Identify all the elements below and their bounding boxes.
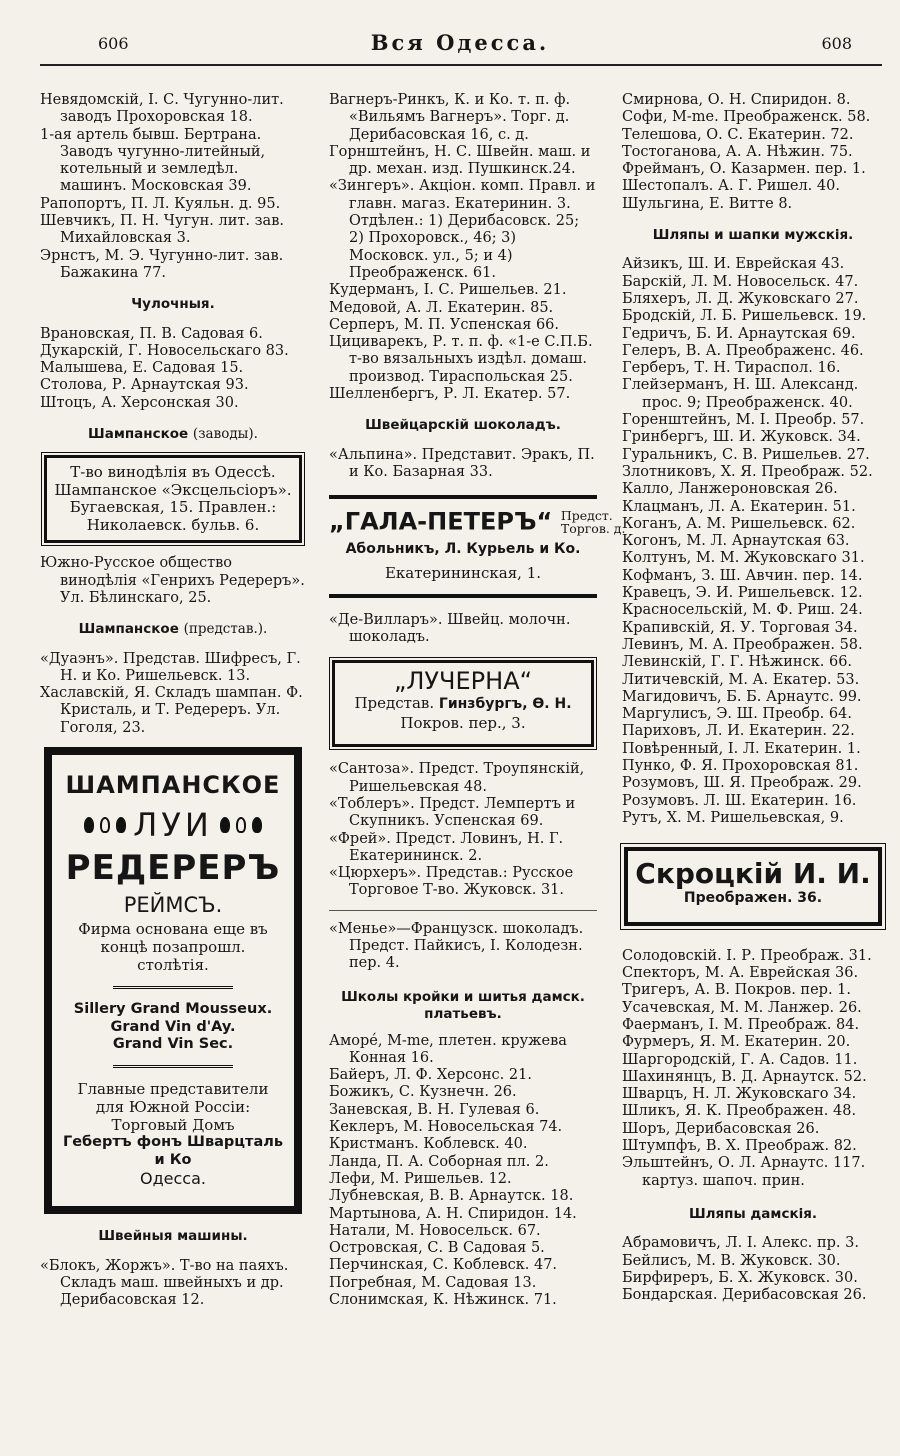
list-item: «Тоблеръ». Предст. Лемпертъ и Скупникъ. Успенская 69. [329, 795, 576, 830]
swiss-chocolate-list [329, 761, 597, 899]
sewing-list [329, 92, 597, 403]
directory-title: Вся Одесса. [370, 30, 550, 55]
sewing-schools-list [329, 1033, 597, 1310]
tulip-ornament-icon [220, 817, 230, 833]
mens-hats-list [622, 256, 884, 827]
list-item: Погребная, М. Садовая 13. [329, 1274, 537, 1291]
list-item: Островская, С. В Садовая 5. [329, 1240, 545, 1257]
list-item: Серперъ, М. П. Успенская 66. [329, 316, 560, 333]
list-item: Мартынова, А. Н. Спиридон. 14. [329, 1205, 577, 1222]
ad-founded: Фирма основана еще въ концѣ позапрошл. столѣтія. [78, 920, 268, 975]
section-heading-champagne-reps [40, 621, 306, 638]
list-item: Солодовскій. I. Р. Преображ. 31. [622, 947, 872, 964]
list-item: Пунко, Ф. Я. Прохоровская 81. [622, 757, 859, 774]
list-item: Медовой, А. Л. Екатерин. 85. [329, 299, 554, 316]
list-item: Рапопортъ, П. Л. Куяльн. д. 95. [40, 195, 281, 212]
list-item: «Де-Вилларъ». Швейц. молочн. шоколадъ. [329, 611, 571, 646]
list-item: Аморé, M-me, плетен. кружева Конная 16. [329, 1032, 567, 1066]
column-left [40, 92, 306, 1310]
list-item: Бродскій, Л. Б. Ришельевск. 19. [622, 308, 867, 325]
list-item: Заневская, В. Н. Гулевая 6. [329, 1101, 540, 1118]
list-item: Вагнеръ-Ринкъ, К. и Ко. т. п. ф. «Вильямъ Вагнеръ». Торг. д. Дерибасовская 16, с. д. [329, 92, 571, 143]
list-item: Гелеръ, В. А. Преображенс. 46. [622, 342, 864, 359]
ad-line: Николаевск. бульв. 6. [86, 515, 260, 534]
list-item: Гринбергъ, Ш. И. Жуковск. 34. [622, 429, 861, 446]
list-item: Лубневская, В. В. Арнаутск. 18. [329, 1188, 574, 1205]
list-item: Глейзерманъ, Н. Ш. Александ. прос. 9; Преображенск. 40. [622, 377, 859, 411]
ad-skrotsky-name: Скроцкій И. И. [635, 857, 871, 891]
ad-divider [113, 986, 233, 989]
list-item: Спекторъ, М. А. Еврейская 36. [622, 965, 859, 982]
ad-gala-peter [329, 499, 626, 594]
ad-gala-title-row [329, 507, 626, 537]
list-item: «Фрей». Предст. Ловинъ, Н. Г. Екатерининск. 2. [329, 830, 564, 864]
list-item: Шликъ, Я. К. Преображен. 48. [622, 1103, 857, 1120]
list-item: Шелленбергъ, Р. Л. Екатер. 57. [329, 386, 571, 403]
list-item: Бондарская. Дерибасовская 26. [622, 1287, 867, 1304]
list-item: Телешова, О. С. Екатерин. 72. [622, 126, 854, 143]
list-item: Абрамовичъ, Л. I. Алекс. пр. 3. [622, 1235, 859, 1252]
list-item: Штумпфъ, В. Х. Преображ. 82. [622, 1138, 857, 1155]
list-item: Герберъ, Т. Н. Тираспол. 16. [622, 360, 841, 377]
ad-brand-row [58, 806, 288, 844]
column-middle [329, 92, 626, 1309]
ad-wine: Grand Vin d'Ay. [110, 1018, 236, 1035]
ad-reps: Главные представители для Южной Россіи: [77, 1080, 269, 1117]
list-item: Гуральникъ, С. В. Ришельев. 27. [622, 446, 870, 463]
list-item: Шахинянцъ, В. Д. Арнаутск. 52. [622, 1068, 867, 1085]
list-item: Шевчикъ, П. Н. Чугун. лит. зав. Михайловская 3. [40, 213, 284, 247]
list-item: Розумовъ, Ш. Я. Преображ. 29. [622, 775, 862, 792]
list-item: Невядомскій, I. С. Чугунно-лит. заводъ Прохоровская 18. [40, 92, 284, 126]
ad-lucerna-rep-prefix: Представ. [354, 693, 435, 712]
list-item: Усачевская, М. М. Ланжер. 26. [622, 999, 862, 1016]
list-item: Кудерманъ, I. С. Ришельев. 21. [329, 282, 567, 299]
list-item: Слонимская, К. Нѣжинск. 71. [329, 1292, 557, 1309]
ad-wine: Grand Vin Sec. [112, 1035, 234, 1052]
list-item: «Блокъ, Жоржъ». Т-во на паяхъ. Складъ маш. швейныхъ и др. Дерибасовская 12. [40, 1257, 289, 1309]
list-item: Бейлисъ, М. В. Жуковск. 30. [622, 1252, 841, 1269]
list-item: Клацманъ, Л. А. Екатерин. 51. [622, 498, 856, 515]
list-item: Горнштейнъ, Н. С. Швейн. маш. и др. механ. изд. Пушкинск.24. [329, 143, 591, 178]
list-item: Гедричъ, Б. И. Арнаутская 69. [622, 325, 856, 342]
ad-divider [113, 1065, 233, 1068]
list-item: Рутъ, Х. М. Ришельевская, 9. [622, 809, 844, 826]
mens-hats-list-continued [622, 948, 884, 1190]
list-item: Бирфиреръ, Б. Х. Жуковск. 30. [622, 1269, 858, 1286]
ad-line: Шампанское «Эксцельсіоръ». [54, 480, 292, 499]
list-item: Тригеръ, А. В. Покров. пер. 1. [622, 982, 852, 999]
list-item: Божикъ, С. Кузнечн. 26. [329, 1084, 517, 1101]
page-number-right: 608 [821, 34, 852, 53]
ad-louis-roederer [44, 747, 302, 1214]
list-item: «Сантоза». Предст. Троупянскій, Ришельевская 48. [329, 761, 585, 795]
header-rule [40, 64, 882, 66]
divider [329, 910, 597, 911]
list-item: Маргулисъ, Э. Ш. Преобр. 64. [622, 706, 852, 723]
ad-lucerna-rep [339, 695, 587, 713]
list-item: Натали, М. Новосельск. 67. [329, 1222, 541, 1239]
section-heading-champagne-plants [40, 426, 306, 443]
list-item: Малышева, Е. Садовая 15. [40, 360, 244, 377]
womens-hats-list [622, 1235, 884, 1304]
section-heading-mens-hats: Шляпы и шапки мужскія. [652, 227, 854, 244]
ad-firm: Гебертъ фонъ Шварцталь и Ко [62, 1134, 284, 1168]
ad-gala-name: „ГАЛА-ПЕТЕРЪ“ [329, 507, 553, 536]
ad-gala-note-line: Предст. [560, 508, 613, 524]
list-item: Шестопалъ. А. Г. Ришел. 40. [622, 178, 840, 195]
list-item: Колтунъ, М. М. Жуковскаго 31. [622, 550, 865, 567]
list-item: Шоръ, Дерибасовская 26. [622, 1120, 820, 1137]
section-heading-sub: (представ.). [183, 621, 268, 638]
ad-lucerna-rep-name: Гинзбургъ, Ѳ. Н. [438, 695, 572, 712]
list-item: Левинскій, Г. Г. Нѣжинск. 66. [622, 654, 853, 671]
ad-gala-addr: Екатерининская, 1. [384, 563, 542, 582]
list-item: Перчинская, С. Коблевск. 47. [329, 1257, 558, 1274]
ad-wine: Sillery Grand Mousseux. [73, 1001, 273, 1018]
tulip-ornament-icon [236, 817, 246, 833]
list-item: Эльштейнъ, О. Л. Арнаутс. 117. картуз. шапоч. прин. [622, 1155, 866, 1189]
section-heading-swiss-chocolate: Швейцарскій шоколадъ. [365, 417, 561, 434]
list-item: Левинъ, М. А. Преображен. 58. [622, 636, 863, 653]
tulip-ornament-icon [100, 817, 110, 833]
list-item: Дукарскій, Г. Новосельскаго 83. [40, 342, 289, 359]
list-item: Красносельскій, М. Ф. Риш. 24. [622, 602, 863, 619]
list-item: Литичевскій, М. А. Екатер. 53. [622, 671, 860, 688]
foundry-list [40, 92, 306, 282]
list-item: Байеръ, Л. Ф. Херсонс. 21. [329, 1067, 532, 1084]
list-item: Магидовичъ, Б. Б. Арнаутс. 99. [622, 688, 862, 705]
ad-rule [329, 594, 597, 598]
list-item: Кофманъ, З. Ш. Авчин. пер. 14. [622, 567, 863, 584]
section-heading-hosiery: Чулочныя. [131, 296, 215, 313]
section-heading-sub: (заводы). [192, 426, 258, 443]
list-item: Фурмеръ, Я. М. Екатерин. 20. [622, 1034, 851, 1051]
list-item: Южно-Русское общество винодѣлія «Генрихъ Редереръ». Ул. Бѣлинскаго, 25. [40, 555, 305, 606]
section-heading-sewing-schools: Школы кройки и шитья дамск. платьевъ. [341, 988, 585, 1022]
list-item: Тостоганова, А. А. Нѣжин. 75. [622, 143, 853, 160]
list-item: Бляхеръ, Л. Д. Жуковскаго 27. [622, 290, 859, 307]
list-item: Калло, Ланжероновская 26. [622, 481, 838, 498]
list-item: Шаргородскій, Г. А. Садов. 11. [622, 1051, 858, 1068]
list-item: Злотниковъ, Х. Я. Преображ. 52. [622, 463, 873, 480]
ad-heading: ШАМПАНСКОЕ [65, 771, 281, 800]
tulip-ornament-icon [84, 817, 94, 833]
list-item: «Цюрхеръ». Представ.: Русское Торговое Т-во. Жуковск. 31. [329, 865, 574, 899]
list-item: Горенштейнъ, М. I. Преобр. 57. [622, 412, 865, 429]
ad-skrotsky [624, 847, 882, 926]
list-item: Фрейманъ, О. Казармен. пер. 1. [622, 161, 866, 178]
ad-city: РЕЙМСЪ. [123, 893, 223, 917]
list-item: Столова, Р. Арнаутская 93. [40, 377, 249, 394]
ad-gala-note [561, 509, 626, 535]
list-item: Штоцъ, А. Херсонская 30. [40, 394, 239, 411]
ad-lucerna-name: „ЛУЧЕРНА“ [393, 667, 533, 696]
list-item: Шварцъ, Н. Л. Жуковскаго 34. [622, 1086, 857, 1103]
section-heading-womens-hats: Шляпы дамскія. [688, 1205, 818, 1222]
hosiery-list [40, 326, 306, 412]
ad-box-lucerna [332, 660, 594, 747]
list-item: Цициварекъ, Р. т. п. ф. «1-е С.П.Б. т-во вязальныхъ издѣл. домаш. производ. Тираспольская 25. [329, 334, 593, 385]
list-item: Повѣренный, I. Л. Екатерин. 1. [622, 740, 861, 757]
ad-trading-house: Торговый Домъ [111, 1116, 235, 1135]
ad-skrotsky-addr: Преображен. 36. [683, 890, 823, 907]
ad-brand-first: ЛУИ [133, 805, 213, 844]
ad-box-excelsior [44, 455, 302, 543]
list-item: 1-ая артель бывш. Бертрана. Заводъ чугунно-литейный, котельный и земледѣл. машинъ. Московская 39. [40, 126, 266, 195]
ad-line: Т-во винодѣлія въ Одессѣ. [70, 463, 276, 482]
ad-gala-firm: Абольникъ, Л. Курьель и Ко. [345, 541, 581, 558]
tulip-ornament-icon [252, 817, 262, 833]
list-item: Хаславскій, Я. Складъ шампан. Ф. Кристаль, и Т. Редереръ. Ул. Гоголя, 23. [40, 685, 303, 736]
list-item: Кристманъ. Коблевск. 40. [329, 1136, 528, 1153]
list-item: Когонъ, М. Л. Арнаутская 63. [622, 533, 850, 550]
list-item: Крапивскій, Я. У. Торговая 34. [622, 619, 858, 636]
list-item: «Альпина». Представит. Эракъ, П. и Ко. Базарная 33. [329, 446, 595, 480]
list-item: «Менье»—Французск. шоколадъ. Предст. Пайкисъ, I. Колодезн. пер. 4. [329, 920, 584, 972]
ad-town: Одесса. [140, 1169, 206, 1189]
page-header [40, 30, 880, 62]
ad-line: Бугаевская, 15. Правлен.: [69, 498, 277, 517]
tulip-ornament-icon [116, 817, 126, 833]
list-item: Кеклеръ, М. Новосельская 74. [329, 1119, 563, 1136]
list-item: Фаерманъ, I. М. Преображ. 84. [622, 1016, 860, 1033]
list-item: Шульгина, Е. Витте 8. [622, 195, 793, 212]
list-item: Кравецъ, Э. И. Ришельевск. 12. [622, 585, 863, 602]
section-heading-sewing-machines: Швейныя машины. [98, 1228, 248, 1245]
ad-lucerna-addr: Покров. пер., 3. [400, 714, 526, 733]
column-right [622, 92, 884, 1304]
section-heading-text: Шампанское [88, 426, 189, 443]
list-item: Розумовъ. Л. Ш. Екатерин. 16. [622, 792, 857, 809]
list-item: Смирнова, О. Н. Спиридон. 8. [622, 92, 851, 108]
list-item: Коганъ, А. М. Ришельевск. 62. [622, 515, 856, 532]
list-item: «Дуаэнъ». Представ. Шифресъ, Г. Н. и Ко. Ришельевск. 13. [40, 650, 301, 684]
page-number-left: 606 [98, 34, 129, 53]
list-item: Ланда, П. А. Соборная пл. 2. [329, 1153, 549, 1170]
section-heading-text: Шампанское [78, 621, 179, 638]
ad-brand-name: РЕДЕРЕРЪ [65, 848, 281, 889]
list-item: Лефи, М. Ришельев. 12. [329, 1170, 512, 1187]
list-item: Айзикъ, Ш. И. Еврейская 43. [622, 256, 845, 273]
list-item: Барскій, Л. М. Новосельск. 47. [622, 273, 859, 290]
list-item: Париховъ, Л. И. Екатерин. 22. [622, 723, 855, 740]
list-item: «Зингеръ». Акціон. комп. Правл. и главн. магаз. Екатеринин. 3. Отдѣлен.: 1) Дерибасовск. 25; 2) Прохоровск., 46; 3) Московск. ул., 5; и 4) Преображенск. 61. [329, 178, 596, 281]
list-item: Врановская, П. В. Садовая 6. [40, 325, 263, 342]
list-item: Софи, M-me. Преображенск. 58. [622, 109, 871, 126]
hosiery-continued-list [622, 92, 884, 213]
list-item: Эрнстъ, М. Э. Чугунно-лит. зав. Бажакина 77. [40, 247, 284, 281]
ad-gala-note-line: Торгов. д. [560, 521, 626, 537]
